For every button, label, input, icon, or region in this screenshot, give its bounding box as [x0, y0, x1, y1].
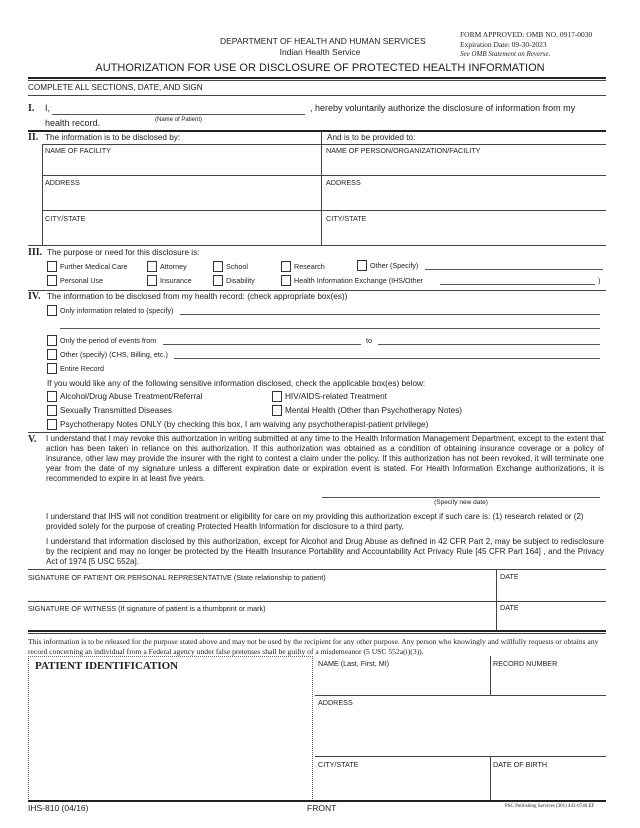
- divider: [321, 131, 322, 245]
- recipient-city-field[interactable]: CITY/STATE: [326, 214, 367, 223]
- related-field-line-2[interactable]: [60, 328, 600, 329]
- witness-signature-field[interactable]: SIGNATURE OF WITNESS (If signature of patient is a thumbprint or mark): [28, 604, 266, 613]
- option-label: Insurance: [160, 276, 192, 285]
- section-number: II.: [28, 132, 39, 143]
- psychotherapy-checkbox[interactable]: [47, 419, 57, 430]
- divider: [28, 601, 606, 602]
- option-label: Further Medical Care: [60, 262, 128, 271]
- patient-identification-box: [28, 656, 313, 801]
- agency-name: Indian Health Service: [279, 47, 361, 57]
- redisclosure-paragraph: I understand that information disclosed by this authorization, except for Alcohol and Drug Abuse as defined in 42 CFR Part 2, may be subject to redisclosure by the recipient and may no longer be protected by the Health Insurance Portability and Accountability Act Privacy Rule [45 CFR Part 164] , and the Privacy Act of 1974 [5 USC 552a].: [46, 537, 604, 566]
- form-title: AUTHORIZATION FOR USE OR DISCLOSURE OF PROTECTED HEALTH INFORMATION: [95, 62, 545, 74]
- other-purpose-checkbox[interactable]: [357, 260, 367, 271]
- patient-date-field[interactable]: DATE: [500, 572, 519, 581]
- divider: [28, 245, 606, 246]
- divider: [42, 210, 606, 211]
- option-label: Research: [294, 262, 325, 271]
- related-field[interactable]: [180, 314, 600, 315]
- name-caption: (Name of Patient): [155, 117, 203, 123]
- period-checkbox[interactable]: [47, 335, 57, 346]
- option-label: Health Information Exchange (IHS/Other: [294, 276, 424, 285]
- option-label: Only information related to (specify): [60, 306, 174, 315]
- option-label: Alcohol/Drug Abuse Treatment/Referral: [60, 392, 203, 401]
- section-1-cont: health record.: [45, 118, 101, 128]
- option-label: Personal Use: [60, 276, 104, 285]
- patient-city-label[interactable]: CITY/STATE: [318, 760, 359, 769]
- hiv-aids-checkbox[interactable]: [272, 391, 282, 402]
- to-label: to: [366, 336, 372, 345]
- divider: [28, 80, 606, 81]
- research-checkbox[interactable]: [281, 261, 291, 272]
- hie-checkbox[interactable]: [281, 275, 291, 286]
- dob-label[interactable]: DATE OF BIRTH: [493, 760, 548, 769]
- divider: [42, 144, 606, 145]
- option-label: Other (Specify): [370, 261, 419, 270]
- divider: [42, 144, 43, 245]
- divider: [490, 656, 491, 696]
- info-heading: The information to be disclosed from my health record: (check appropriate box(es)): [47, 292, 348, 301]
- provided-to-heading: And is to be provided to:: [327, 133, 416, 142]
- alcohol-drug-checkbox[interactable]: [47, 391, 57, 402]
- expiration-date: Expiration Date: 09-30-2023: [460, 40, 547, 49]
- record-number-label[interactable]: RECORD NUMBER: [493, 659, 558, 668]
- divider: [496, 569, 497, 630]
- personal-use-checkbox[interactable]: [47, 275, 57, 286]
- option-label: Psychotherapy Notes ONLY (by checking this box, I am waiving any psychotherapist-patient privilege): [60, 420, 429, 429]
- patient-signature-field[interactable]: SIGNATURE OF PATIENT OR PERSONAL REPRESENTATIVE (State relationship to patient): [28, 573, 326, 582]
- option-label: Mental Health (Other than Psychotherapy Notes): [285, 406, 463, 415]
- close-paren: ): [598, 276, 601, 285]
- school-checkbox[interactable]: [213, 261, 223, 272]
- divider: [28, 95, 606, 96]
- patient-name-label[interactable]: NAME (Last, First, MI): [318, 659, 390, 668]
- recipient-address-field[interactable]: ADDRESS: [326, 178, 361, 187]
- patient-name-field[interactable]: [52, 114, 305, 115]
- further-medical-care-checkbox[interactable]: [47, 261, 57, 272]
- facility-address-field[interactable]: ADDRESS: [45, 178, 80, 187]
- option-label: Other (specify) (CHS, Billing, etc.): [60, 350, 168, 359]
- patient-address-label[interactable]: ADDRESS: [318, 698, 353, 707]
- option-label: School: [226, 262, 248, 271]
- divider: [28, 800, 606, 802]
- section-number: IV.: [28, 291, 41, 302]
- std-checkbox[interactable]: [47, 405, 57, 416]
- divider: [315, 756, 606, 757]
- patient-id-title: PATIENT IDENTIFICATION: [35, 660, 179, 672]
- sensitive-heading: If you would like any of the following sensitive information disclosed, check the applicable box(es) below:: [47, 379, 426, 388]
- hie-field[interactable]: [440, 284, 595, 285]
- option-label: Disability: [226, 276, 255, 285]
- witness-date-field[interactable]: DATE: [500, 603, 519, 612]
- divider: [28, 432, 606, 433]
- divider: [28, 569, 606, 570]
- conditions-paragraph: I understand that IHS will not condition treatment or eligibility for care on my providing this authorization except if such care is: (1) research related or (2) provided solely for the purpose of creating Protected Health Information for disclosure to a third party.: [46, 512, 584, 531]
- option-label: Sexually Transmitted Diseases: [60, 406, 172, 415]
- divider: [28, 633, 606, 634]
- other-info-field[interactable]: [174, 358, 600, 359]
- recipient-name-field[interactable]: NAME OF PERSON/ORGANIZATION/FACILITY: [326, 146, 481, 155]
- section-number: V.: [28, 434, 37, 445]
- only-related-checkbox[interactable]: [47, 305, 57, 316]
- department-name: DEPARTMENT OF HEALTH AND HUMAN SERVICES: [220, 36, 426, 46]
- divider: [28, 630, 606, 632]
- other-purpose-field[interactable]: [425, 269, 603, 270]
- revocation-paragraph: I understand that I may revoke this authorization in writing submitted at any time to the Health Information Management Department, except to the extent that action has been taken in reliance on this authorization. If this authorization was obtained as a condition of obtaining insurance coverage or a policy of insurance, other law may provide the insurer with the right to contest a claim under the policy. If this authorization has not been revoked, it will terminate one year from the date of my signature unless a different expiration date or expiration event is stated. For Health Information Exchange authorizations, it is recommended to expire in at least five years.: [46, 434, 604, 483]
- option-label: HIV/AIDS-related Treatment: [285, 392, 387, 401]
- misuse-notice: This information is to be released for the purpose stated above and may not be used by the recipient for any other purpose. Any person who knowingly and willfully requests or obtains any record concerning an individual from a Federal agency under false pretenses shall be guilty of a misdemeanor (5 USC 552a(i)(3)).: [28, 637, 599, 656]
- instructions: COMPLETE ALL SECTIONS, DATE, AND SIGN: [28, 83, 203, 92]
- divider: [28, 290, 606, 291]
- insurance-checkbox[interactable]: [147, 275, 157, 286]
- new-date-field[interactable]: [322, 497, 600, 498]
- page-side: FRONT: [307, 803, 337, 813]
- publisher: PSC Publishing Services (301) 443-6740 EF: [505, 804, 595, 809]
- divider: [490, 756, 491, 801]
- form-number: IHS-810 (04/16): [28, 803, 89, 813]
- divider: [42, 175, 606, 176]
- omb-number: FORM APPROVED: OMB NO. 0917-0030: [460, 30, 593, 39]
- mental-health-checkbox[interactable]: [272, 405, 282, 416]
- purpose-heading: The purpose or need for this disclosure is:: [47, 248, 200, 257]
- option-label: Only the period of events from: [60, 336, 157, 345]
- date-caption: (Specify new date): [434, 499, 488, 506]
- divider: [315, 695, 606, 696]
- section-1-prefix: I,: [45, 103, 51, 113]
- entire-record-checkbox[interactable]: [47, 363, 57, 374]
- option-label: Entire Record: [60, 364, 104, 373]
- disability-checkbox[interactable]: [213, 275, 223, 286]
- facility-city-field[interactable]: CITY/STATE: [45, 214, 86, 223]
- divider: [28, 130, 606, 132]
- divider: [28, 77, 606, 79]
- section-1-text: , hereby voluntarily authorize the disclosure of information from my: [310, 103, 576, 113]
- period-from-field[interactable]: [163, 344, 361, 345]
- period-to-field[interactable]: [378, 344, 600, 345]
- disclosed-by-heading: The information is to be disclosed by:: [45, 133, 181, 142]
- section-number: I.: [28, 103, 35, 114]
- section-number: III.: [28, 247, 43, 258]
- omb-note: See OMB Statement on Reverse.: [460, 50, 551, 58]
- attorney-checkbox[interactable]: [147, 261, 157, 272]
- option-label: Attorney: [160, 262, 187, 271]
- other-info-checkbox[interactable]: [47, 349, 57, 360]
- facility-name-field[interactable]: NAME OF FACILITY: [45, 146, 111, 155]
